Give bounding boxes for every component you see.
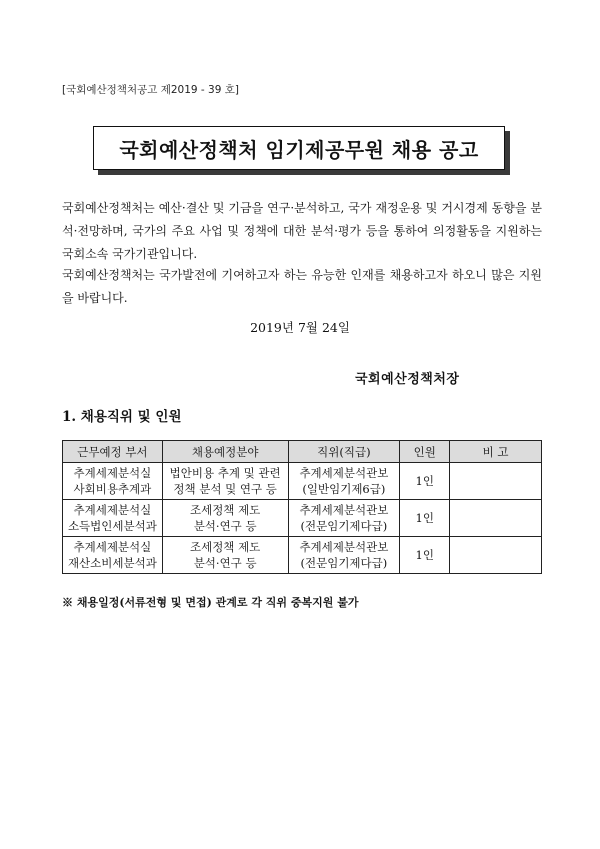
department-line: 소득법인세분석과	[67, 519, 157, 533]
remark-cell	[450, 537, 542, 574]
title-banner	[93, 126, 511, 176]
position-cell	[288, 463, 400, 500]
recruitment-table	[62, 440, 542, 574]
page-title: 국회예산정책처 임기제공무원 채용 공고	[93, 126, 505, 170]
position-line: 추계세제분석관보	[299, 540, 389, 554]
count-cell: 1인	[400, 537, 450, 574]
application-note: ※ 채용일정(서류전형 및 면접) 관계로 각 직위 중복지원 불가	[62, 596, 359, 609]
intro-paragraph: 국회예산정책처는 예산·결산 및 기금을 연구·분석하고, 국가 재정운용 및 거시경제 동향을 분석·전망하며, 국가의 주요 사업 및 정책에 대한 분석·평가 등을 통하여 의정활동을 지원하는 국회소속 국가기관입니다.	[62, 201, 542, 261]
field-line: 법안비용 추계 및 관련	[169, 466, 281, 480]
table-header-row	[63, 441, 542, 463]
header-position: 직위(직급)	[288, 441, 400, 463]
department-line: 추계세제분석실	[73, 466, 152, 480]
signer-name: 국회예산정책처장	[355, 372, 460, 387]
position-line: (전문임기제다급)	[300, 519, 388, 533]
department-line: 추계세제분석실	[73, 503, 152, 517]
notice-date: 2019년 7월 24일	[250, 320, 350, 335]
field-cell	[162, 500, 288, 537]
header-remark: 비 고	[450, 441, 542, 463]
table-row	[63, 463, 542, 500]
department-cell	[63, 500, 163, 537]
department-line: 재산소비세분석과	[67, 556, 157, 570]
field-line: 분석·연구 등	[193, 519, 257, 533]
position-cell	[288, 500, 400, 537]
invitation-paragraph: 국회예산정책처는 국가발전에 기여하고자 하는 유능한 인재를 채용하고자 하오니 많은 지원을 바랍니다.	[62, 268, 542, 305]
header-department: 근무예정 부서	[63, 441, 163, 463]
position-line: (전문임기제다급)	[300, 556, 388, 570]
remark-cell	[450, 463, 542, 500]
section-title: 1. 채용직위 및 인원	[62, 409, 182, 425]
table-row	[63, 500, 542, 537]
field-line: 분석·연구 등	[193, 556, 257, 570]
header-count: 인원	[400, 441, 450, 463]
field-line: 정책 분석 및 연구 등	[173, 482, 277, 496]
count-cell: 1인	[400, 463, 450, 500]
position-line: 추계세제분석관보	[299, 503, 389, 517]
field-line: 조세정책 제도	[189, 503, 261, 517]
header-field: 채용예정분야	[162, 441, 288, 463]
department-line: 사회비용추계과	[73, 482, 152, 496]
field-line: 조세정책 제도	[189, 540, 261, 554]
field-cell	[162, 537, 288, 574]
department-line: 추계세제분석실	[73, 540, 152, 554]
department-cell	[63, 463, 163, 500]
table-row	[63, 537, 542, 574]
count-cell: 1인	[400, 500, 450, 537]
field-cell	[162, 463, 288, 500]
department-cell	[63, 537, 163, 574]
position-cell	[288, 537, 400, 574]
remark-cell	[450, 500, 542, 537]
notice-reference-number: [국회예산정책처공고 제2019 - 39 호]	[62, 84, 239, 96]
position-line: (일반임기제6급)	[302, 482, 386, 496]
position-line: 추계세제분석관보	[299, 466, 389, 480]
